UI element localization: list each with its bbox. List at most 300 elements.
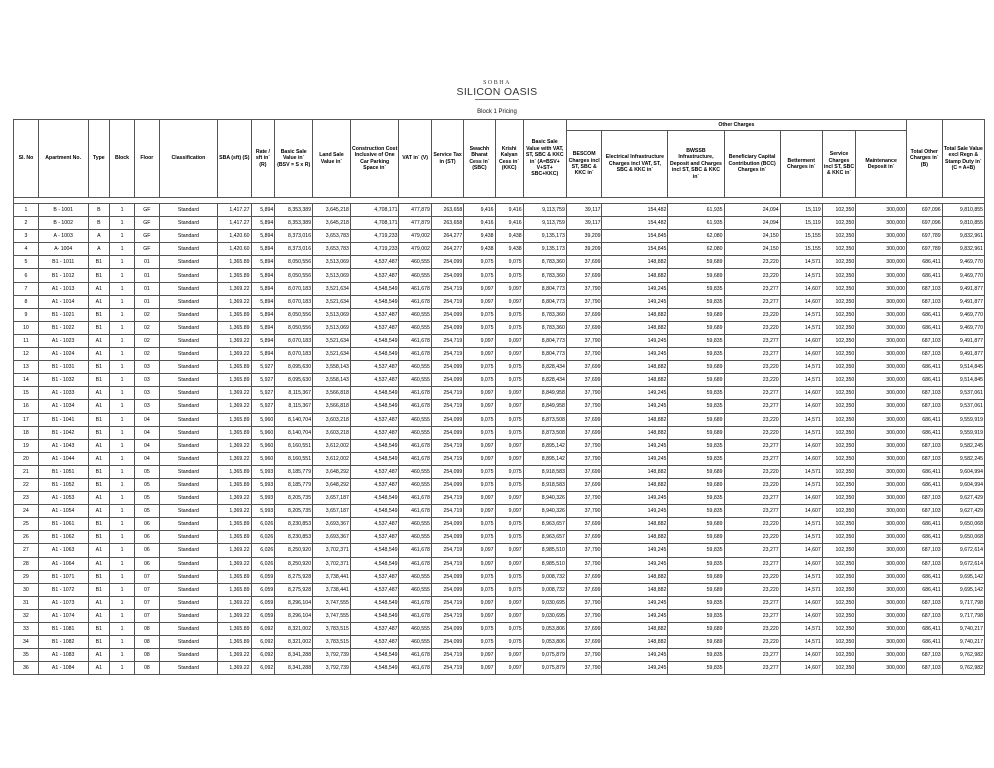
table-cell: 263,658 xyxy=(431,204,463,217)
table-cell: 148,882 xyxy=(602,361,668,374)
table-cell: 254,719 xyxy=(431,400,463,413)
table-cell: 16 xyxy=(14,400,39,413)
table-cell: B1 - 1081 xyxy=(38,623,88,636)
table-cell: 31 xyxy=(14,596,39,609)
table-cell: 686,411 xyxy=(907,478,943,491)
table-cell: 37,790 xyxy=(566,557,602,570)
table-cell: 9,097 xyxy=(464,334,495,347)
table-cell: 1 xyxy=(110,649,135,662)
table-cell: 17 xyxy=(14,413,39,426)
table-cell: 8,230,853 xyxy=(275,531,313,544)
table-cell: 254,719 xyxy=(431,649,463,662)
table-cell: 300,000 xyxy=(856,544,907,557)
table-cell: Standard xyxy=(159,321,217,334)
table-cell: A1 - 1054 xyxy=(38,505,88,518)
table-cell: 14,571 xyxy=(780,269,822,282)
table-cell: 3,603,218 xyxy=(313,413,351,426)
table-cell: 460,555 xyxy=(399,478,431,491)
table-cell: B1 - 1082 xyxy=(38,636,88,649)
table-cell: 1,365.89 xyxy=(218,570,251,583)
table-cell: 1,369.22 xyxy=(218,505,251,518)
header-bsv-total: Basic Sale Value with VAT, ST, SBC & KKC in` (A=BSV+ V+ST+ SBC+KKC) xyxy=(523,120,566,198)
table-row xyxy=(14,583,985,596)
table-cell: 36 xyxy=(14,662,39,675)
table-cell: 4,719,233 xyxy=(350,230,399,243)
table-cell: 460,555 xyxy=(399,518,431,531)
table-cell: 14,571 xyxy=(780,465,822,478)
table-cell: 15,119 xyxy=(780,204,822,217)
table-cell: 1 xyxy=(110,243,135,256)
table-cell: 5,960 xyxy=(251,439,275,452)
table-cell: 37,790 xyxy=(566,387,602,400)
table-cell: 01 xyxy=(134,295,159,308)
table-cell: 254,099 xyxy=(431,478,463,491)
table-cell: 300,000 xyxy=(856,204,907,217)
table-cell: 9,491,877 xyxy=(942,334,984,347)
table-cell: 07 xyxy=(134,570,159,583)
table-cell: 300,000 xyxy=(856,439,907,452)
table-cell: A1 - 1034 xyxy=(38,400,88,413)
table-cell: 148,882 xyxy=(602,256,668,269)
table-cell: 5,993 xyxy=(251,478,275,491)
table-cell: 8,873,508 xyxy=(523,413,566,426)
table-cell: 254,719 xyxy=(431,492,463,505)
table-cell: 102,350 xyxy=(822,570,855,583)
table-cell: 9,627,429 xyxy=(942,492,984,505)
table-cell: 3,513,069 xyxy=(313,256,351,269)
table-cell: Standard xyxy=(159,596,217,609)
table-cell: 8,985,510 xyxy=(523,557,566,570)
table-cell: 9,537,061 xyxy=(942,387,984,400)
table-cell: 149,245 xyxy=(602,295,668,308)
table-cell: 6,059 xyxy=(251,596,275,609)
table-cell: 9,075 xyxy=(464,570,495,583)
table-cell: 23,277 xyxy=(724,492,780,505)
table-cell: 3,513,069 xyxy=(313,321,351,334)
brand-name: SILICON OASIS xyxy=(456,86,538,98)
table-cell: 37,699 xyxy=(566,583,602,596)
table-cell: 33 xyxy=(14,623,39,636)
table-cell: Standard xyxy=(159,400,217,413)
table-cell: 9,740,217 xyxy=(942,636,984,649)
table-cell: 14,571 xyxy=(780,374,822,387)
table-cell: 3,521,634 xyxy=(313,282,351,295)
table-cell: 23,220 xyxy=(724,570,780,583)
table-row xyxy=(14,217,985,230)
brand-top: SOBHA xyxy=(483,80,511,86)
table-cell: 3,738,441 xyxy=(313,570,351,583)
table-cell: 9,075,879 xyxy=(523,649,566,662)
table-cell: 3,657,187 xyxy=(313,492,351,505)
table-cell: 14,607 xyxy=(780,544,822,557)
table-cell: 149,245 xyxy=(602,544,668,557)
table-cell: 23,277 xyxy=(724,282,780,295)
table-cell: 59,689 xyxy=(668,361,724,374)
table-cell: 5,960 xyxy=(251,413,275,426)
table-cell: 686,411 xyxy=(907,361,943,374)
table-cell: 697,096 xyxy=(907,204,943,217)
table-cell: 461,678 xyxy=(399,557,431,570)
table-cell: 1 xyxy=(110,230,135,243)
table-cell: 23,277 xyxy=(724,609,780,622)
table-cell: 8,250,920 xyxy=(275,557,313,570)
table-cell: 1,369.22 xyxy=(218,544,251,557)
table-cell: 686,411 xyxy=(907,623,943,636)
table-cell: 9,097 xyxy=(464,439,495,452)
table-cell: 3,693,367 xyxy=(313,518,351,531)
table-cell: 02 xyxy=(134,348,159,361)
table-cell: 4,548,549 xyxy=(350,334,399,347)
table-cell: 1 xyxy=(110,531,135,544)
table-cell: 300,000 xyxy=(856,636,907,649)
table-cell: 8,160,551 xyxy=(275,439,313,452)
table-cell: 3,693,367 xyxy=(313,531,351,544)
table-cell: 6,026 xyxy=(251,557,275,570)
table-cell: 5,894 xyxy=(251,217,275,230)
table-cell: 1 xyxy=(110,295,135,308)
table-cell: 5,894 xyxy=(251,321,275,334)
table-row xyxy=(14,531,985,544)
table-cell: 59,835 xyxy=(668,452,724,465)
table-cell: Standard xyxy=(159,413,217,426)
table-cell: 9,717,798 xyxy=(942,609,984,622)
table-cell: 32 xyxy=(14,609,39,622)
table-cell: 8,373,016 xyxy=(275,243,313,256)
table-cell: 24,150 xyxy=(724,230,780,243)
table-cell: 5,927 xyxy=(251,387,275,400)
table-row xyxy=(14,662,985,675)
table-cell: 1 xyxy=(110,544,135,557)
table-cell: 20 xyxy=(14,452,39,465)
table-cell: Standard xyxy=(159,387,217,400)
table-cell: 8,849,958 xyxy=(523,400,566,413)
table-cell: 1,365.89 xyxy=(218,478,251,491)
table-cell: 37,699 xyxy=(566,570,602,583)
table-cell: 9,097 xyxy=(495,609,523,622)
table-cell: 1,365.89 xyxy=(218,623,251,636)
table-cell: B1 - 1061 xyxy=(38,518,88,531)
table-cell: 59,689 xyxy=(668,518,724,531)
table-cell: 23,277 xyxy=(724,649,780,662)
table-cell: A1 xyxy=(88,609,110,622)
table-row xyxy=(14,557,985,570)
table-cell: 154,482 xyxy=(602,217,668,230)
table-row xyxy=(14,609,985,622)
table-cell: 3,513,069 xyxy=(313,269,351,282)
table-cell: 1,365.89 xyxy=(218,269,251,282)
table-cell: 4,548,549 xyxy=(350,452,399,465)
table-cell: 9,135,173 xyxy=(523,230,566,243)
table-cell: A1 xyxy=(88,596,110,609)
table-cell: 8,783,360 xyxy=(523,321,566,334)
table-row xyxy=(14,230,985,243)
table-cell: 3,783,515 xyxy=(313,636,351,649)
table-cell: 9,097 xyxy=(464,387,495,400)
table-cell: 9,469,770 xyxy=(942,308,984,321)
table-cell: 05 xyxy=(134,465,159,478)
table-cell: 9,075 xyxy=(495,583,523,596)
table-cell: 8,828,434 xyxy=(523,374,566,387)
table-cell: 102,350 xyxy=(822,282,855,295)
table-cell: 9,097 xyxy=(495,544,523,557)
table-cell: 6,092 xyxy=(251,623,275,636)
table-cell: 02 xyxy=(134,334,159,347)
table-cell: 9,113,759 xyxy=(523,204,566,217)
table-cell: 9,075 xyxy=(464,583,495,596)
table-cell: A1 - 1014 xyxy=(38,295,88,308)
table-cell: 686,411 xyxy=(907,465,943,478)
table-cell: 14,607 xyxy=(780,439,822,452)
table-cell: 37,790 xyxy=(566,662,602,675)
table-cell: 6,092 xyxy=(251,636,275,649)
table-cell: A1 - 1044 xyxy=(38,452,88,465)
table-cell: 1 xyxy=(110,636,135,649)
table-cell: 9,740,217 xyxy=(942,623,984,636)
table-cell: 4,548,549 xyxy=(350,295,399,308)
table-cell: 14,607 xyxy=(780,334,822,347)
table-cell: 23,220 xyxy=(724,413,780,426)
header-betterment: Betterment Charges in` xyxy=(780,131,822,198)
header-classification: Classification xyxy=(159,120,217,198)
table-cell: 23,220 xyxy=(724,583,780,596)
table-cell: 8,804,773 xyxy=(523,334,566,347)
table-cell: 697,789 xyxy=(907,230,943,243)
table-cell: A1 xyxy=(88,544,110,557)
table-cell: 148,882 xyxy=(602,269,668,282)
table-cell: A1 xyxy=(88,295,110,308)
table-cell: 3,792,739 xyxy=(313,649,351,662)
table-cell: 59,689 xyxy=(668,426,724,439)
table-cell: A1 - 1084 xyxy=(38,662,88,675)
table-cell: 9,810,855 xyxy=(942,204,984,217)
table-cell: B1 - 1041 xyxy=(38,413,88,426)
table-cell: 254,719 xyxy=(431,557,463,570)
table-cell: 14,607 xyxy=(780,282,822,295)
table-cell: 04 xyxy=(134,426,159,439)
table-cell: 37,699 xyxy=(566,426,602,439)
table-cell: 148,882 xyxy=(602,570,668,583)
table-cell: 23,220 xyxy=(724,478,780,491)
table-cell: B1 - 1052 xyxy=(38,478,88,491)
table-cell: 148,882 xyxy=(602,413,668,426)
table-cell: 687,103 xyxy=(907,295,943,308)
table-cell: A1 - 1064 xyxy=(38,557,88,570)
table-cell: 4,537,487 xyxy=(350,623,399,636)
table-cell: 3,521,634 xyxy=(313,334,351,347)
table-cell: 300,000 xyxy=(856,308,907,321)
table-cell: 479,002 xyxy=(399,230,431,243)
table-cell: 14,607 xyxy=(780,609,822,622)
table-row xyxy=(14,439,985,452)
table-cell: 24,150 xyxy=(724,243,780,256)
table-cell: 23,277 xyxy=(724,505,780,518)
table-cell: 39,209 xyxy=(566,230,602,243)
brand-logo xyxy=(0,80,994,100)
table-cell: 4,537,487 xyxy=(350,583,399,596)
table-cell: 5,894 xyxy=(251,269,275,282)
table-cell: 35 xyxy=(14,649,39,662)
table-cell: 8,373,016 xyxy=(275,230,313,243)
table-cell: 300,000 xyxy=(856,387,907,400)
table-cell: 8,070,183 xyxy=(275,334,313,347)
table-cell: 14,571 xyxy=(780,426,822,439)
table-cell: 06 xyxy=(134,544,159,557)
table-cell: 1 xyxy=(110,623,135,636)
table-cell: 3,558,143 xyxy=(313,374,351,387)
table-row xyxy=(14,426,985,439)
table-cell: 07 xyxy=(134,583,159,596)
table-cell: 24 xyxy=(14,505,39,518)
table-cell: 59,835 xyxy=(668,282,724,295)
table-cell: B1 - 1062 xyxy=(38,531,88,544)
table-cell: 9,097 xyxy=(495,348,523,361)
table-cell: B1 xyxy=(88,308,110,321)
table-cell: 59,835 xyxy=(668,334,724,347)
table-cell: A1 xyxy=(88,282,110,295)
table-cell: 3,792,739 xyxy=(313,662,351,675)
table-cell: Standard xyxy=(159,243,217,256)
table-cell: A1 xyxy=(88,439,110,452)
table-cell: 300,000 xyxy=(856,531,907,544)
table-cell: 149,245 xyxy=(602,439,668,452)
table-cell: 37,790 xyxy=(566,505,602,518)
table-cell: A- 1004 xyxy=(38,243,88,256)
table-cell: 59,835 xyxy=(668,400,724,413)
table-cell: 8,985,510 xyxy=(523,544,566,557)
table-cell: 9,097 xyxy=(495,492,523,505)
table-cell: 300,000 xyxy=(856,609,907,622)
table-cell: 5,993 xyxy=(251,505,275,518)
table-cell: 14,607 xyxy=(780,452,822,465)
table-cell: 1 xyxy=(110,334,135,347)
table-cell: 8,321,002 xyxy=(275,623,313,636)
table-cell: 05 xyxy=(134,505,159,518)
table-cell: 12 xyxy=(14,348,39,361)
table-cell: 59,689 xyxy=(668,583,724,596)
table-cell: B1 xyxy=(88,426,110,439)
table-cell: 102,350 xyxy=(822,478,855,491)
table-cell: Standard xyxy=(159,426,217,439)
table-cell: 1 xyxy=(110,439,135,452)
table-cell: A1 xyxy=(88,334,110,347)
table-cell: 254,099 xyxy=(431,256,463,269)
table-cell: 5,894 xyxy=(251,204,275,217)
table-cell: 23,277 xyxy=(724,334,780,347)
table-cell: Standard xyxy=(159,583,217,596)
header-service-charges: Service Charges incl ST, SBC & KKC in` xyxy=(822,131,855,198)
table-cell: 8,070,183 xyxy=(275,295,313,308)
table-cell: 4,548,549 xyxy=(350,596,399,609)
table-cell: 3,747,555 xyxy=(313,596,351,609)
table-cell: 1 xyxy=(110,570,135,583)
table-cell: 61,935 xyxy=(668,217,724,230)
table-cell: 14,571 xyxy=(780,570,822,583)
table-cell: 154,482 xyxy=(602,204,668,217)
table-cell: 102,350 xyxy=(822,662,855,675)
table-cell: 9,514,845 xyxy=(942,374,984,387)
table-cell: 9,135,173 xyxy=(523,243,566,256)
table-cell: 4,548,549 xyxy=(350,649,399,662)
table-cell: 8,296,104 xyxy=(275,596,313,609)
table-cell: 9,469,770 xyxy=(942,269,984,282)
table-cell: 14,607 xyxy=(780,387,822,400)
table-cell: 8,160,551 xyxy=(275,452,313,465)
table-cell: 300,000 xyxy=(856,570,907,583)
table-cell: 1 xyxy=(110,609,135,622)
table-cell: 461,678 xyxy=(399,492,431,505)
table-cell: 9,416 xyxy=(464,204,495,217)
table-cell: 686,411 xyxy=(907,531,943,544)
table-cell: 5,894 xyxy=(251,334,275,347)
table-cell: 37,699 xyxy=(566,518,602,531)
table-cell: 686,411 xyxy=(907,518,943,531)
table-cell: 14,571 xyxy=(780,321,822,334)
table-cell: A1 xyxy=(88,662,110,675)
table-cell: 14,571 xyxy=(780,361,822,374)
table-cell: 14,607 xyxy=(780,348,822,361)
table-cell: 3,521,634 xyxy=(313,348,351,361)
table-cell: 149,245 xyxy=(602,387,668,400)
table-cell: 254,719 xyxy=(431,609,463,622)
table-cell: 4,548,549 xyxy=(350,544,399,557)
table-cell: B1 xyxy=(88,269,110,282)
table-cell: 687,103 xyxy=(907,334,943,347)
table-row xyxy=(14,596,985,609)
table-cell: 27 xyxy=(14,544,39,557)
table-cell: 5 xyxy=(14,256,39,269)
table-cell: 59,689 xyxy=(668,269,724,282)
table-cell: 8,250,920 xyxy=(275,544,313,557)
table-cell: Standard xyxy=(159,295,217,308)
table-cell: 1,365.89 xyxy=(218,531,251,544)
table-cell: 8,050,556 xyxy=(275,269,313,282)
table-cell: 3,645,218 xyxy=(313,204,351,217)
table-cell: 23 xyxy=(14,492,39,505)
table-cell: 19 xyxy=(14,439,39,452)
table-cell: 687,103 xyxy=(907,544,943,557)
table-cell: 460,555 xyxy=(399,321,431,334)
table-cell: 300,000 xyxy=(856,256,907,269)
table-cell: 300,000 xyxy=(856,295,907,308)
table-cell: 461,678 xyxy=(399,439,431,452)
table-cell: 102,350 xyxy=(822,623,855,636)
table-cell: 300,000 xyxy=(856,230,907,243)
table-cell: B1 - 1042 xyxy=(38,426,88,439)
table-cell: 4,537,487 xyxy=(350,308,399,321)
table-cell: 254,719 xyxy=(431,387,463,400)
table-cell: 1,365.89 xyxy=(218,361,251,374)
table-cell: 14,607 xyxy=(780,557,822,570)
table-row xyxy=(14,387,985,400)
table-cell: 9,762,982 xyxy=(942,649,984,662)
table-cell: 4,548,549 xyxy=(350,282,399,295)
table-cell: 8,804,773 xyxy=(523,282,566,295)
table-cell: 460,555 xyxy=(399,465,431,478)
table-cell: 254,099 xyxy=(431,583,463,596)
table-cell: B1 xyxy=(88,413,110,426)
table-cell: B1 xyxy=(88,636,110,649)
table-cell: 8,918,583 xyxy=(523,465,566,478)
table-cell: B1 xyxy=(88,531,110,544)
table-cell: 37,699 xyxy=(566,374,602,387)
table-cell: 1,420.60 xyxy=(218,243,251,256)
table-cell: 37,790 xyxy=(566,400,602,413)
table-cell: 148,882 xyxy=(602,623,668,636)
table-cell: 8,185,779 xyxy=(275,478,313,491)
table-cell: 4,537,487 xyxy=(350,531,399,544)
table-cell: 300,000 xyxy=(856,478,907,491)
table-cell: 9,810,855 xyxy=(942,217,984,230)
